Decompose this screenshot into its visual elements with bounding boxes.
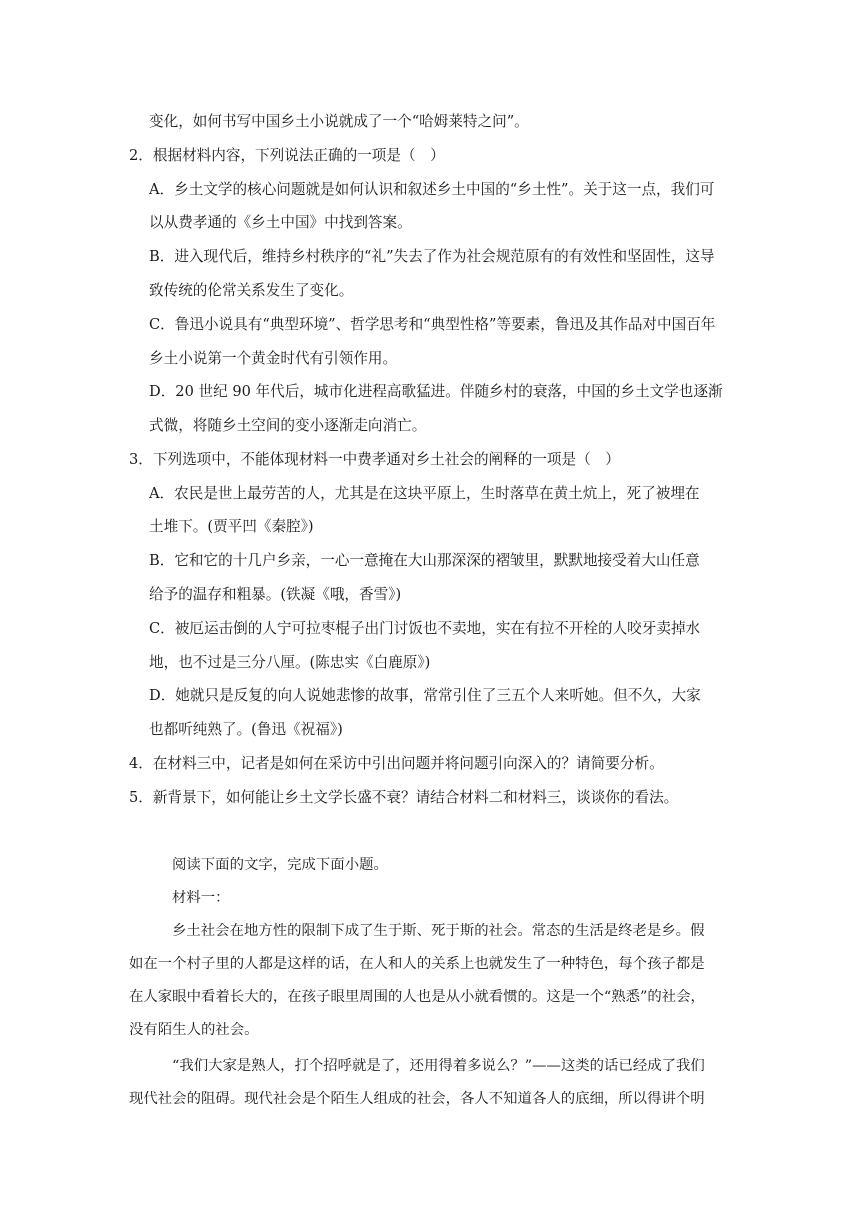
paragraph-2-line-1: “我们大家是熟人，打个招呼就是了，还用得着多说么？”——这类的话已经成了我们	[172, 1058, 705, 1074]
paragraph-1-line-4: 没有陌生人的社会。	[129, 1022, 259, 1038]
carry-over-line: 变化，如何书写中国乡土小说就成了一个“哈姆莱特之问”。	[149, 113, 529, 130]
q3-option-c-line-2: 地，也不过是三分八厘。(陈忠实《白鹿原》)	[149, 654, 431, 671]
q2-option-c-line-2: 乡土小说第一个黄金时代有引领作用。	[149, 350, 398, 367]
q3-option-c-line-1: C．被厄运击倒的人宁可拉枣棍子出门讨饭也不卖地，实在有拉不开栓的人咬牙卖掉水	[149, 620, 701, 637]
q3-option-d-line-2: 也都听纯熟了。(鲁迅《祝福》)	[149, 721, 343, 738]
q2-option-a-line-2: 以从费孝通的《乡土中国》中找到答案。	[149, 214, 412, 231]
q2-option-b-line-2: 致传统的伦常关系发生了变化。	[149, 282, 354, 299]
q3-option-a-line-2: 土堆下。(贾平凹《秦腔》)	[149, 518, 314, 535]
q2-option-a-line-1: A．乡土文学的核心问题就是如何认识和叙述乡土中国的“乡土性”。关于这一点，我们可	[149, 181, 715, 198]
q3-option-d-line-1: D．她就只是反复的向人说她悲惨的故事，常常引住了三五个人来听她。但不久，大家	[149, 687, 701, 704]
paragraph-2-line-2: 现代社会的阻碍。现代社会是个陌生人组成的社会，各人不知道各人的底细，所以得讲个明	[129, 1091, 705, 1107]
paragraph-1-line-2: 如在一个村子里的人都是这样的话，在人和人的关系上也就发生了一种特色，每个孩子都是	[129, 956, 705, 972]
q3-option-b-line-2: 给予的温存和粗暴。(铁凝《哦，香雪》)	[149, 586, 402, 603]
question-5: 5．新背景下，如何能让乡土文学长盛不衰？请结合材料二和材料三，谈谈你的看法。	[129, 789, 679, 806]
q2-option-b-line-1: B．进入现代后，维持乡村秩序的“礼”失去了作为社会规范原有的有效性和坚固性，这导	[149, 248, 715, 265]
reading-instruction: 阅读下面的文字，完成下面小题。	[172, 857, 388, 873]
question-2-stem: 2．根据材料内容，下列说法正确的一项是（ ）	[129, 147, 445, 164]
q3-option-b-line-1: B．它和它的十几户乡亲，一心一意掩在大山那深深的褶皱里，默默地接受着大山任意	[149, 552, 700, 569]
paragraph-1-line-1: 乡土社会在地方性的限制下成了生于斯、死于斯的社会。常态的生活是终老是乡。假	[172, 923, 705, 939]
question-4: 4．在材料三中，记者是如何在采访中引出问题并将问题引向深入的？请简要分析。	[129, 755, 664, 772]
q3-option-a-line-1: A．农民是世上最劳苦的人，尤其是在这块平原上，生时落草在黄土炕上，死了被埋在	[149, 485, 700, 502]
question-3-stem: 3．下列选项中，不能体现材料一中费孝通对乡土社会的阐释的一项是（ ）	[129, 451, 620, 468]
material-label: 材料一：	[172, 890, 230, 906]
paragraph-1-line-3: 在人家眼中看着长大的，在孩子眼里周围的人也是从小就看惯的。这是一个“熟悉”的社会，	[129, 989, 705, 1005]
q2-option-c-line-1: C．鲁迅小说具有“典型环境”、哲学思考和“典型性格”等要素，鲁迅及其作品对中国百年	[149, 316, 716, 333]
q2-option-d-line-2: 式微，将随乡土空间的变小逐渐走向消亡。	[149, 417, 427, 434]
q2-option-d-line-1: D．20 世纪 90 年代后，城市化进程高歌猛进。伴随乡村的衰落，中国的乡土文学也逐渐	[149, 383, 723, 400]
